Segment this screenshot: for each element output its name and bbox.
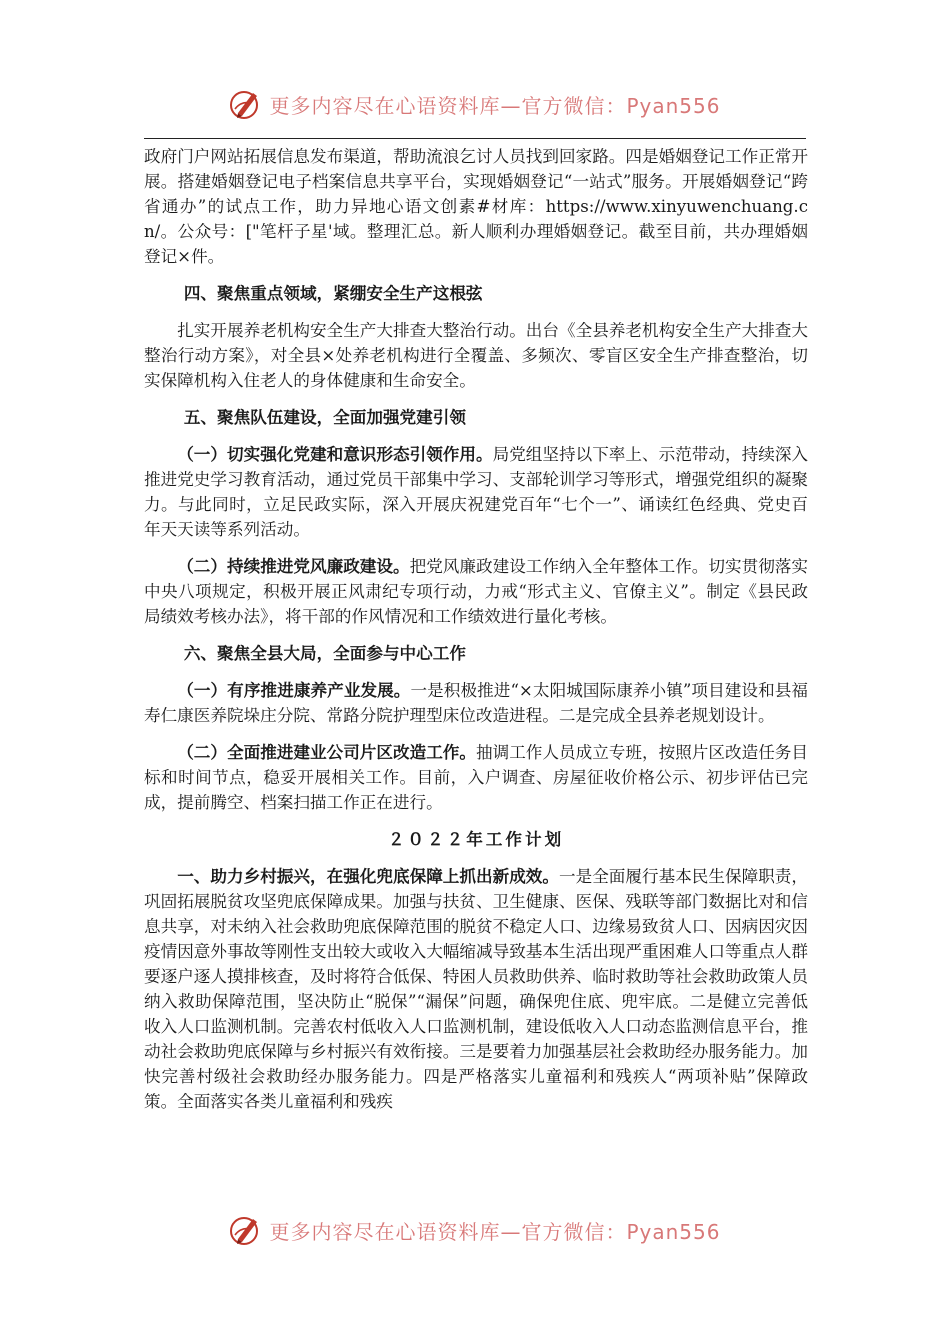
paragraph-text: 抽调工作人员成立专班，按照片区改造任务目标和时间节点，稳妥开展相关工作。目前，入户调查、房屋征收价格公示、初步评估已完成，提前腾空、档案扫描工作正在进行。 [144, 743, 809, 812]
paragraph [144, 678, 808, 728]
paragraph-text: 一是积极推进“×太阳城国际康养小镇”项目建设和县福寿仁康医养院垛庄分院、常路分院护理型床位改造进程。二是完成全县养老规划设计。 [144, 681, 808, 725]
header-banner-text: 更多内容尽在心语资料库—官方微信：Pyan556 [269, 93, 721, 118]
document-body [144, 144, 808, 1114]
footer-banner [0, 1208, 950, 1252]
header-divider [144, 138, 806, 139]
paragraph [144, 740, 808, 815]
header-banner [0, 82, 950, 126]
subheading: （一）切实强化党建和意识形态引领作用。 [177, 444, 493, 464]
paragraph: 扎实开展养老机构安全生产大排查大整治行动。出台《全县养老机构安全生产大排查大整治行动方案》，对全县×处养老机构进行全覆盖、多频次、零盲区安全生产排查整治，切实保障机构入住老人的身体健康和生命安全。 [144, 321, 808, 390]
paragraph-text: 局党组坚持以下率上、示范带动，持续深入推进党史学习教育活动，通过党员干部集中学习、支部轮训学习等形式，增强党组织的凝聚力。与此同时，立足民政实际，深入开展庆祝建党百年“七个一”、诵读红色经典、党史百年天天读等系列活动。 [144, 445, 809, 539]
subheading: （二）持续推进党风廉政建设。 [177, 556, 410, 576]
section-heading: 四、聚焦重点领域，紧绷安全生产这根弦 [183, 283, 483, 303]
subheading: （二）全面推进建业公司片区改造工作。 [177, 742, 476, 762]
section-heading: 六、聚焦全县大局，全面参与中心工作 [183, 643, 466, 663]
paragraph [144, 442, 808, 542]
section-heading: 五、聚焦队伍建设，全面加强党建引领 [183, 407, 466, 427]
paragraph-text: 一是全面履行基本民生保障职责，巩固拓展脱贫攻坚兜底保障成果。加强与扶贫、卫生健康、医保、残联等部门数据比对和信息共享，对未纳入社会救助兜底保障范围的脱贫不稳定人口、边缘易致贫人口、因病因灾因疫情因意外事故等刚性支出较大或收入大幅缩减导致基本生活出现严重困难人口等重点人群要逐户逐人摸排核查，及时将符合低保、特困人员救助供养、临时救助等社会救助政策人员纳入救助保障范围，坚决防止“脱保”“漏保”问题，确保兜住底、兜牢底。二是健立完善低收入人口监测机制。完善农村低收入人口监测机制，建设低收入人口动态监测信息平台，推动社会救助兜底保障与乡村振兴有效衔接。三是要着力加强基层社会救助经办服务能力。加快完善村级社会救助经办服务能力。四是严格落实儿童福利和残疾人“两项补贴”保障政策。全面落实各类儿童福利和残疾 [144, 867, 809, 1111]
plan-title: ２０２２年工作计划 [387, 829, 565, 849]
footer-banner-text: 更多内容尽在心语资料库—官方微信：Pyan556 [269, 1219, 721, 1244]
paragraph-text: 把党风廉政建设工作纳入全年整体工作。切实贯彻落实中央八项规定，积极开展正风肃纪专项行动，力戒“形式主义、官僚主义”。制定《县民政局绩效考核办法》，将干部的作风情况和工作绩效进行量化考核。 [144, 557, 808, 626]
pen-logo-icon [229, 87, 263, 121]
subheading: 一、助力乡村振兴，在强化兜底保障上抓出新成效。 [177, 866, 559, 886]
paragraph [144, 554, 808, 629]
paragraph [144, 864, 808, 1114]
pen-logo-icon [229, 1213, 263, 1247]
subheading: （一）有序推进康养产业发展。 [177, 680, 411, 700]
paragraph: 政府门户网站拓展信息发布渠道，帮助流浪乞讨人员找到回家路。四是婚姻登记工作正常开展。搭建婚姻登记电子档案信息共享平台，实现婚姻登记“一站式”服务。开展婚姻登记“跨省通办”的试点工作，助力异地心语文创素#材库：https://www.xinyuwenchuang.cn/。公众号：["笔杆子星'域。整理汇总。新人顺利办理婚姻登记。截至目前，共办理婚姻登记×件。 [144, 147, 808, 266]
